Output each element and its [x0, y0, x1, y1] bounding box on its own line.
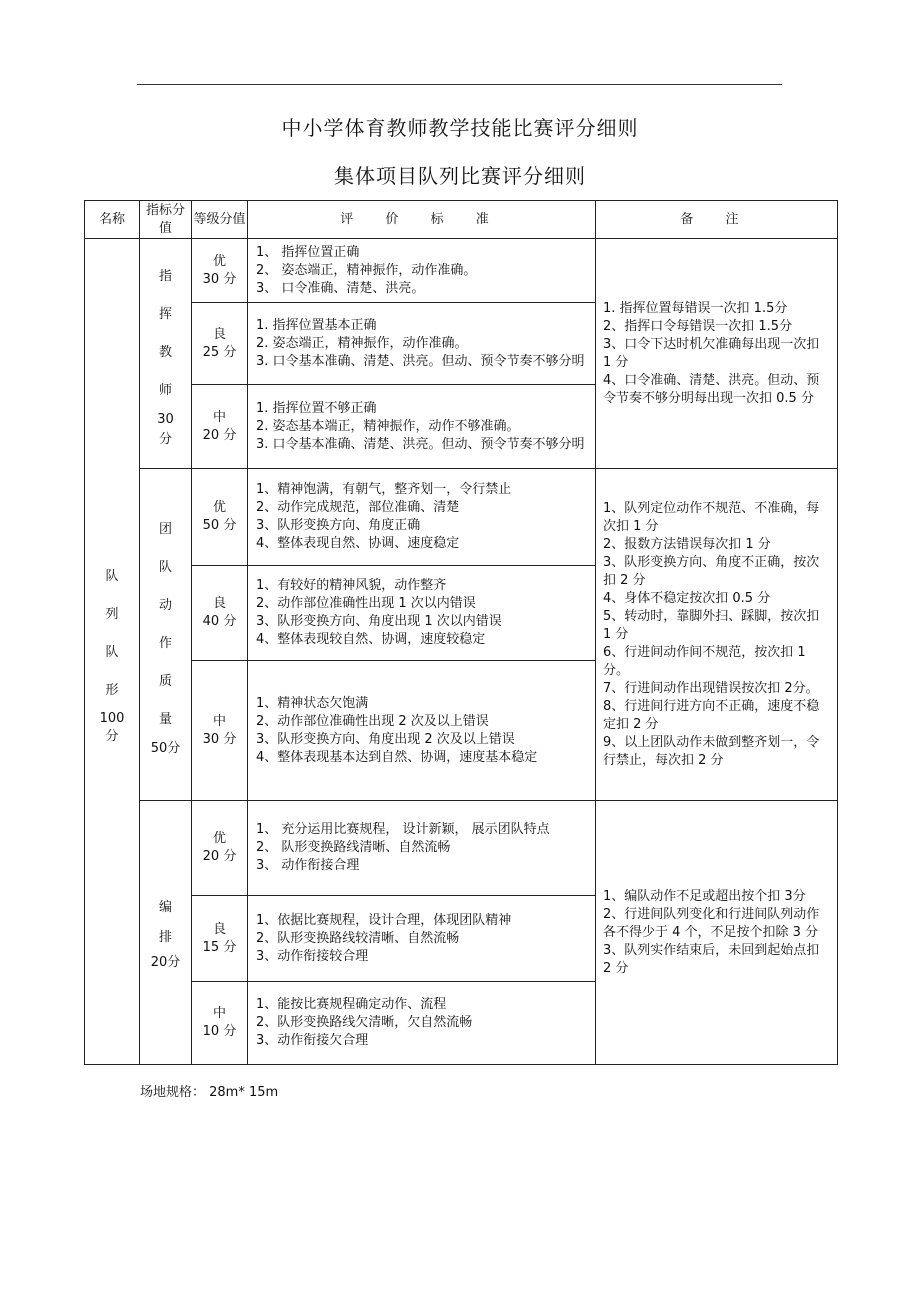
remarks-cell: [596, 239, 838, 469]
grade-level: 优: [212, 253, 226, 269]
grade-score: 15 分: [202, 939, 237, 955]
criteria-line: 3、动作衔接较合理: [256, 948, 369, 964]
venue-spec: 场地规格： 28m* 15m: [140, 1085, 279, 1100]
document-title: 中小学体育教师教学技能比赛评分细则: [281, 116, 639, 140]
criteria-line: 1、有较好的精神风貌，动作整齐: [256, 578, 447, 593]
grade-score: 50 分: [202, 518, 237, 533]
remark-line: 7、行进间动作出现错误按次扣 2分。: [603, 680, 819, 696]
criteria-line: 2、 队形变换路线清晰、自然流畅: [256, 840, 451, 855]
remark-line: 2、报数方法错误每次扣 1 分: [603, 536, 771, 552]
remarks-cell: [596, 469, 838, 801]
remark-line: 4、身体不稳定按次扣 0.5 分: [603, 590, 771, 606]
grade-score: 30 分: [202, 731, 237, 747]
criteria-cell: [248, 896, 596, 982]
criteria-line: 1、精神状态欠饱满: [256, 695, 369, 711]
grade-level: 优: [212, 500, 226, 515]
criteria-line: 4、整体表现基本达到自然、协调，速度基本稳定: [256, 749, 538, 765]
grade-score: 40 分: [202, 614, 237, 629]
criteria-cell: [248, 566, 596, 661]
remark-line: 8、行进间行进方向不正确，速度不稳定扣 2 分: [603, 698, 820, 732]
grade-score: 25 分: [202, 344, 237, 360]
criteria-line: 2. 姿态基本端正，精神振作，动作不够准确。: [256, 418, 520, 434]
remark-line: 1、队列定位动作不规范、不准确，每次扣 1 分: [603, 500, 820, 534]
grade-score: 10 分: [202, 1024, 237, 1039]
grade-cell: [192, 385, 248, 469]
criteria-cell: [248, 661, 596, 801]
grade-level: 中: [212, 1006, 226, 1021]
criteria-line: 4、整体表现自然、协调、速度稳定: [256, 536, 460, 551]
remark-line: 3、口令下达时机欠准确每出现一次扣 1 分: [603, 336, 820, 370]
grade-level: 良: [212, 326, 226, 342]
category-score: 100分: [99, 710, 125, 744]
grade-cell: [192, 303, 248, 385]
criteria-line: 3、动作衔接欠合理: [256, 1033, 369, 1048]
criteria-line: 3、队形变换方向、角度正确: [256, 518, 421, 533]
remark-line: 1、编队动作不足或超出按个扣 3分: [603, 888, 806, 904]
grade-cell: [192, 566, 248, 661]
header-criteria: 评 价 标 准: [248, 201, 596, 239]
remark-line: 3、队列实作结束后，未回到起始点扣 2 分: [603, 942, 820, 976]
criteria-line: 2、队形变换路线欠清晰，欠自然流畅: [256, 1015, 473, 1030]
grade-cell: [192, 239, 248, 303]
table-row: [85, 469, 838, 566]
remark-line: 2、指挥口令每错误一次扣 1.5分: [603, 318, 793, 334]
remark-line: 9、以上团队动作未做到整齐划一，令行禁止，每次扣 2 分: [603, 734, 820, 768]
header-grade: 等级分值: [192, 201, 248, 239]
criteria-line: 2、动作完成规范，部位准确、清楚: [256, 500, 460, 515]
remark-line: 1. 指挥位置每错误一次扣 1.5分: [603, 300, 788, 316]
remark-line: 2、行进间队列变化和行进间队列动作各不得少于 4 个，不足按个扣除 3 分: [603, 906, 820, 940]
criteria-line: 3、队形变换方向、角度出现 2 次及以上错误: [256, 731, 515, 747]
table-row: [85, 239, 838, 303]
remark-line: 3、队形变换方向、角度不正确，按次扣 2 分: [603, 554, 820, 588]
grade-score: 30 分: [202, 271, 237, 287]
grade-level: 优: [212, 831, 226, 846]
criteria-line: 1. 指挥位置基本正确: [256, 317, 377, 333]
header-row: [85, 201, 838, 239]
grade-cell: [192, 801, 248, 896]
indicator-cell: [140, 469, 192, 801]
indicator-name: 团队动作质量: [158, 521, 172, 727]
indicator-score: 20分: [150, 954, 181, 970]
criteria-cell: [248, 982, 596, 1065]
grade-cell: [192, 661, 248, 801]
criteria-line: 4、整体表现较自然、协调，速度较稳定: [256, 632, 486, 647]
grade-level: 良: [212, 921, 226, 937]
category-cell: [85, 239, 140, 1065]
grade-cell: [192, 982, 248, 1065]
criteria-line: 2. 姿态端正，精神振作，动作准确。: [256, 335, 468, 351]
header-remarks: 备 注: [596, 201, 838, 239]
criteria-line: 1. 指挥位置不够正确: [256, 400, 377, 416]
scoring-table: [84, 200, 838, 1065]
remark-line: 4、口令准确、清楚、洪亮。但动、预令节奏不够分明每出现一次扣 0.5 分: [603, 372, 820, 406]
indicator-score: 30分: [157, 411, 174, 447]
grade-score: 20 分: [202, 427, 237, 443]
criteria-line: 2、 姿态端正，精神振作，动作准确。: [256, 262, 477, 278]
criteria-cell: [248, 801, 596, 896]
header-indicator: 指标分值: [140, 201, 192, 239]
criteria-line: 1、 指挥位置正确: [256, 244, 360, 260]
indicator-name: 指挥教师: [158, 268, 172, 398]
criteria-line: 3. 口令基本准确、清楚、洪亮。但动、预令节奏不够分明: [256, 353, 585, 369]
criteria-cell: [248, 303, 596, 385]
grade-level: 良: [212, 596, 226, 611]
criteria-cell: [248, 239, 596, 303]
criteria-line: 3. 口令基本准确、清楚、洪亮。但动、预令节奏不够分明: [256, 436, 585, 452]
category-name: 队列队形: [105, 568, 119, 698]
criteria-line: 1、 充分运用比赛规程， 设计新颖， 展示团队特点: [256, 822, 550, 837]
top-rule: [137, 84, 782, 85]
document-subtitle: 集体项目队列比赛评分细则: [334, 164, 586, 188]
criteria-line: 2、队形变换路线较清晰、自然流畅: [256, 930, 460, 946]
indicator-cell: [140, 239, 192, 469]
criteria-cell: [248, 385, 596, 469]
criteria-line: 1、依据比赛规程，设计合理，体现团队精神: [256, 912, 512, 928]
remarks-cell: [596, 801, 838, 1065]
header-name: 名称: [85, 201, 140, 239]
criteria-line: 1、能按比赛规程确定动作、流程: [256, 997, 447, 1012]
criteria-line: 3、 动作衔接合理: [256, 858, 360, 873]
indicator-score: 50分: [150, 740, 181, 756]
grade-score: 20 分: [202, 849, 237, 864]
indicator-cell: [140, 801, 192, 1065]
grade-cell: [192, 896, 248, 982]
remark-line: 6、行进间动作间不规范，按次扣 1 分。: [603, 644, 806, 678]
grade-cell: [192, 469, 248, 566]
grade-level: 中: [212, 713, 226, 729]
criteria-line: 3、队形变换方向、角度出现 1 次以内错误: [256, 614, 502, 629]
criteria-line: 2、动作部位准确性出现 2 次及以上错误: [256, 713, 489, 729]
grade-level: 中: [212, 409, 226, 425]
remark-line: 5、转动时，靠脚外扫、踩脚，按次扣 1 分: [603, 608, 820, 642]
criteria-line: 2、动作部位准确性出现 1 次以内错误: [256, 596, 476, 611]
criteria-cell: [248, 469, 596, 566]
table-row: [85, 801, 838, 896]
criteria-line: 1、精神饱满，有朝气，整齐划一，令行禁止: [256, 482, 512, 497]
criteria-line: 3、 口令准确、清楚、洪亮。: [256, 280, 425, 296]
indicator-name: 编排: [158, 899, 172, 945]
